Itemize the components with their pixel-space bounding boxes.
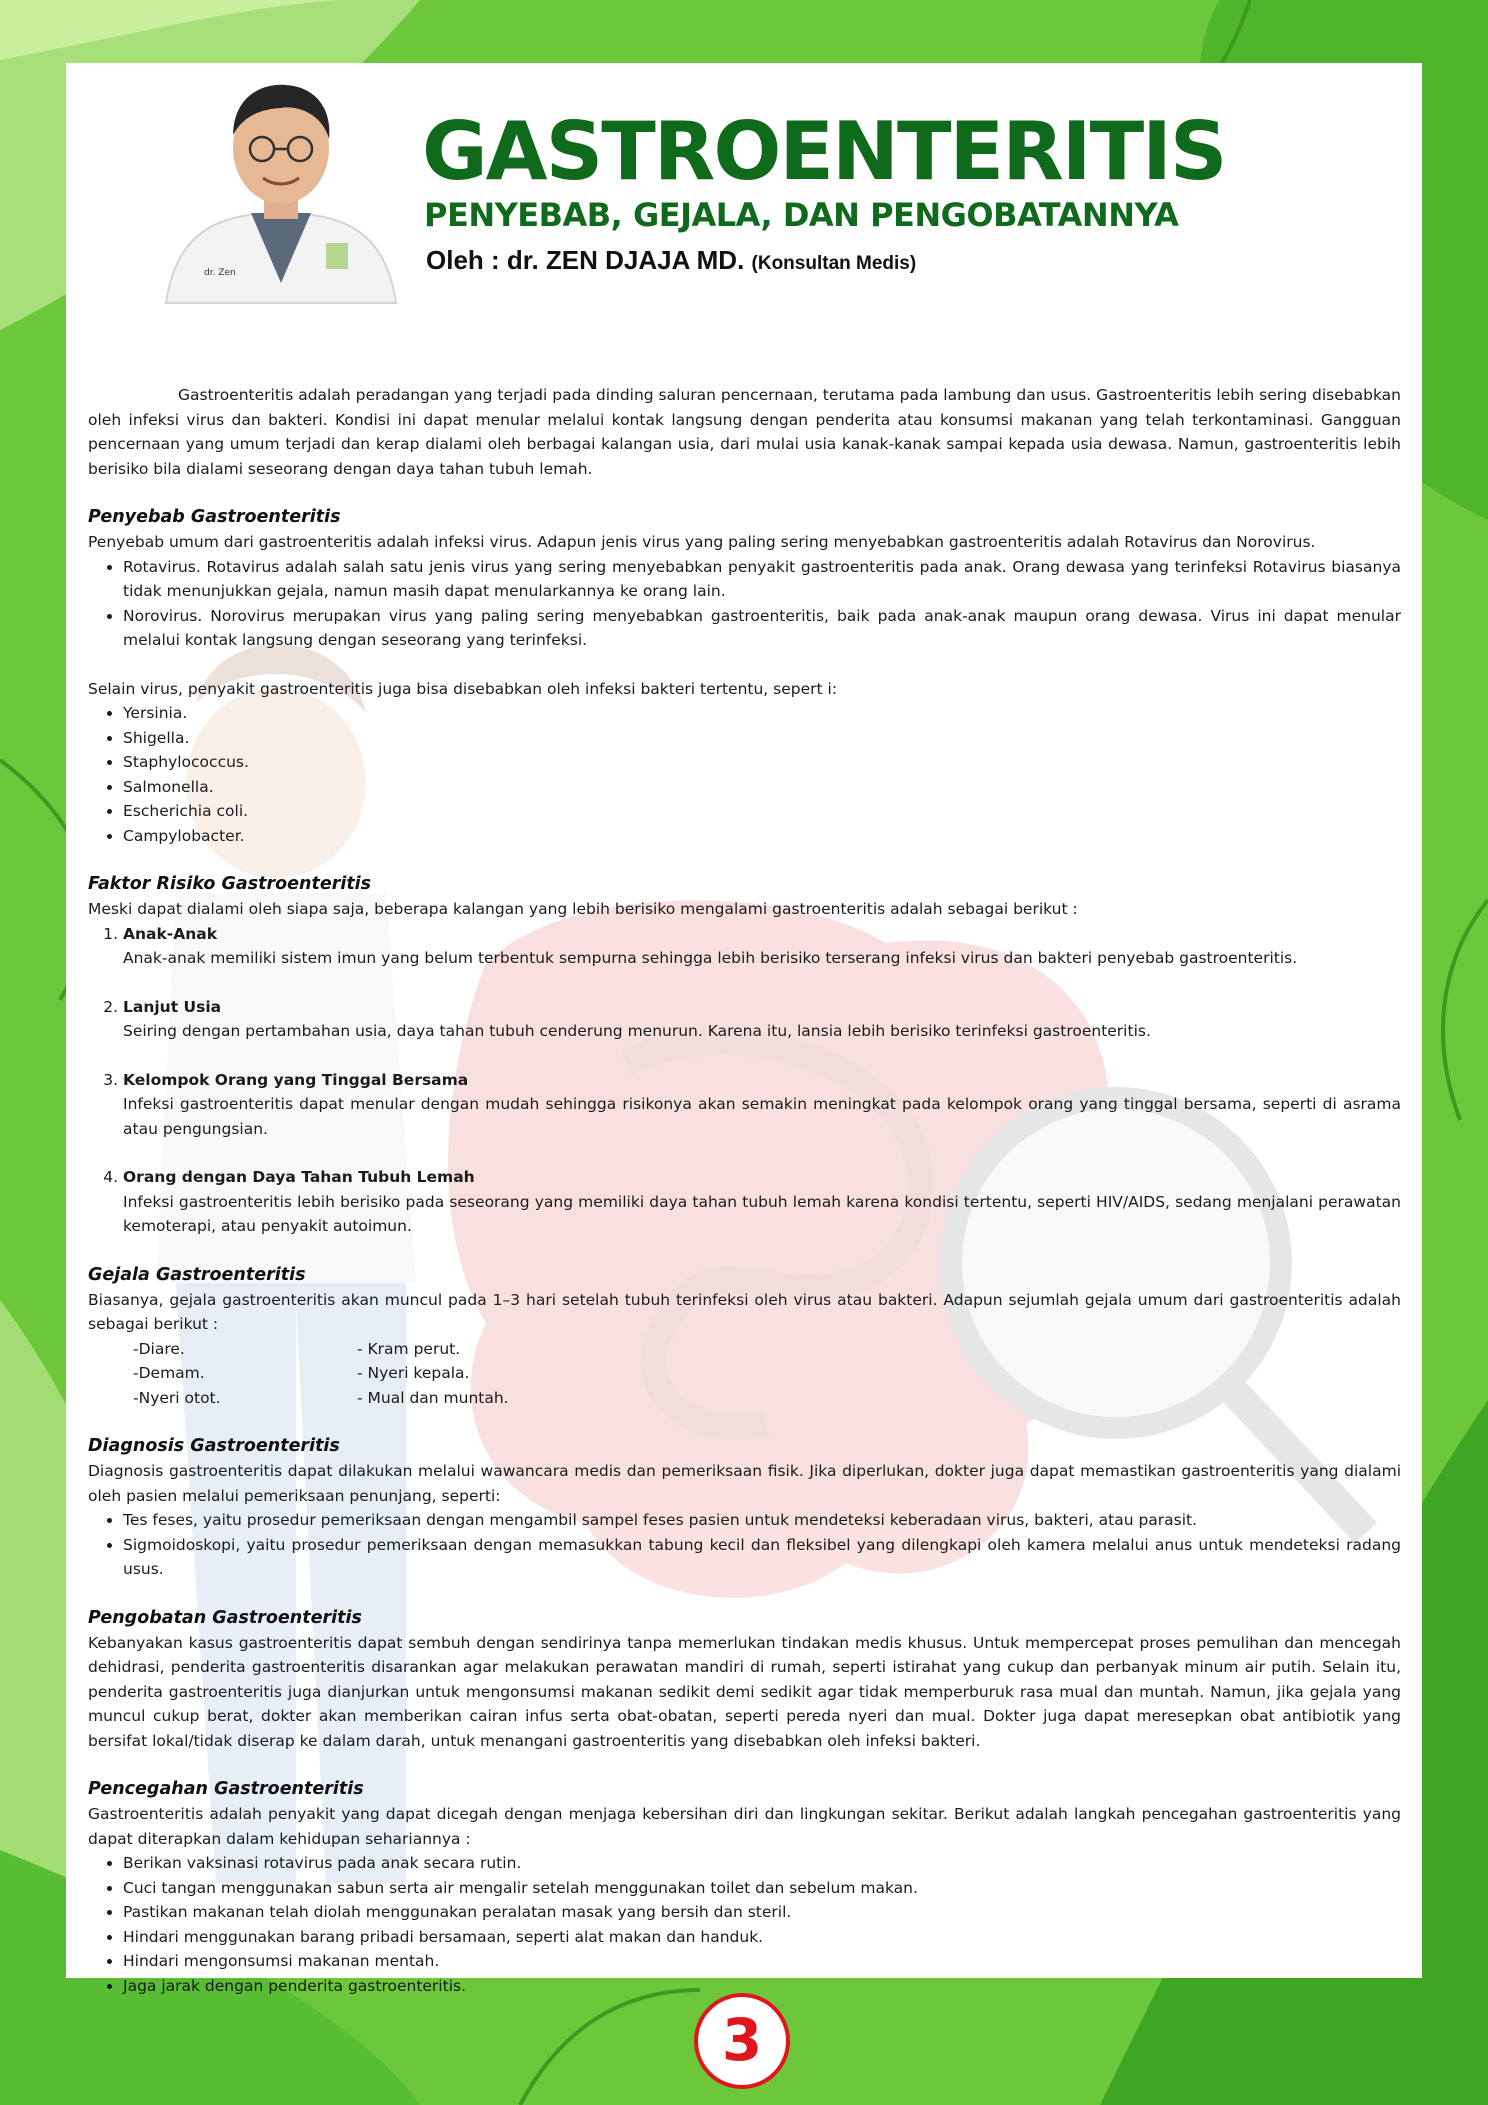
list-item: • Norovirus. Norovirus merupakan virus yang paling sering menyebabkan gastroenteritis, baik pada anak-anak maupun orang dewasa. Virus ini dapat menular melalui kontak langsung dengan seseorang yang terinfeksi. [123,604,1401,653]
heading-gejala: Gejala Gastroenteritis [88,1264,306,1285]
list-item: • Cuci tangan menggunakan sabun serta air mengalir setelah menggunakan toilet dan sebelum makan. [123,1876,1401,1901]
symptom-item: -Demam. [133,1364,205,1382]
author-role: (Konsultan Medis) [751,253,917,274]
heading-pengobatan: Pengobatan Gastroenteritis [88,1607,362,1628]
risk-title: 2. Lanjut Usia [123,997,222,1016]
list-item: • Sigmoidoskopi, yaitu prosedur pemeriksaan dengan memasukkan tabung kecil dan fleksibel yang dilengkapi oleh kamera melalui anus untuk mendeteksi radang usus. [123,1533,1401,1582]
risk-list [88,922,1401,1239]
list-item: • Rotavirus. Rotavirus adalah salah satu jenis virus yang sering menyebabkan penyakit gastroenteritis pada anak. Orang dewasa yang terinfeksi Rotavirus biasanya tidak menunjukkan gejala, namun masih dapat menularkannya ke orang lain. [123,555,1401,604]
page-title: GASTROENTERITIS [422,105,1226,198]
list-item [123,922,1401,971]
author-line [426,245,916,279]
risk-title: 1. Anak-Anak [123,924,218,943]
pengobatan-text: Kebanyakan kasus gastroenteritis dapat sembuh dengan sendirinya tanpa memerlukan tindakan medis khusus. Untuk mempercepat proses pemulihan dan mencegah dehidrasi, penderita gastroenteritis disarankan agar melakukan perawatan mandiri di rumah, seperti istirahat yang cukup dan perbanyak minum air putih. Selain itu, penderita gastroenteritis juga dianjurkan untuk mengonsumsi makanan sedikit demi sedikit agar tidak memperburuk rasa mual dan muntah. Namun, jika gejala yang muncul cukup berat, dokter akan memberikan cairan infus serta obat-obatan, seperti pereda nyeri dan mual. Dokter juga dapat meresepkan obat antibiotik yang bersifat lokal/tidak diserap ke dalam darah, untuk menangani gastroenteritis yang disebabkan oleh infeksi bakteri. [88,1633,1401,1750]
list-item: • Yersinia. [123,701,1401,726]
symptom-item: - Kram perut. [357,1339,461,1358]
diagnosis-list [88,1508,1401,1582]
list-item: • Escherichia coli. [123,799,1401,824]
portrait-coat-text: dr. Zen [204,268,236,278]
penyebab-lead: Penyebab umum dari gastroenteritis adalah infeksi virus. Adapun jenis virus yang paling sering menyebabkan gastroenteritis adalah Rotavirus dan Norovirus. [88,533,1316,551]
doctor-portrait [156,53,406,303]
list-item: • Salmonella. [123,775,1401,800]
risk-desc: Infeksi gastroenteritis lebih berisiko pada seseorang yang memiliki daya tahan tubuh lemah karena kondisi tertentu, seperti HIV/AIDS, sedang menjalani perawatan kemoterapi, atau penyakit autoimun. [123,1192,1401,1235]
intro-paragraph: Gastroenteritis adalah peradangan yang terjadi pada dinding saluran pencernaan, terutama pada lambung dan usus. Gastroenteritis lebih sering disebabkan oleh infeksi virus dan bakteri. Kondisi ini dapat menular melalui kontak langsung dengan penderita atau konsumsi makanan yang telah terkontaminasi. Gangguan pencernaan yang umum terjadi dan kerap dialami oleh berbagai kalangan usia, dari mulai usia kanak-kanak sampai kepada usia dewasa. Namun, gastroenteritis lebih berisiko bila dialami seseorang dengan daya tahan tubuh lemah. [88,386,1401,478]
list-item [123,1165,1401,1239]
list-item: • Hindari menggunakan barang pribadi bersamaan, seperti alat makan dan handuk. [123,1925,1401,1950]
prevention-list [88,1851,1401,1998]
list-item: • Pastikan makanan telah diolah menggunakan peralatan masak yang bersih dan steril. [123,1900,1401,1925]
symptom-item: - Mual dan muntah. [357,1388,509,1407]
list-item: • Staphylococcus. [123,750,1401,775]
content-column [88,63,1401,1998]
author-name: Oleh : dr. ZEN DJAJA MD. [426,245,745,275]
risk-desc: Anak-anak memiliki sistem imun yang belum terbentuk sempurna sehingga lebih berisiko terserang infeksi virus dan bakteri penyebab gastroenteritis. [123,949,1298,967]
list-item: • Campylobacter. [123,824,1401,849]
page-number: 3 [721,2006,763,2074]
risk-title: 3. Kelompok Orang yang Tinggal Bersama [123,1070,469,1089]
section-pengobatan [88,1606,1401,1754]
heading-pencegahan: Pencegahan Gastroenteritis [88,1779,364,1799]
page-subtitle: PENYEBAB, GEJALA, DAN PENGOBATANNYA [424,196,1179,234]
risk-desc: Infeksi gastroenteritis dapat menular dengan mudah sehingga risikonya akan semakin meningkat pada kelompok orang yang tinggal bersama, seperti di asrama atau pengungsian. [123,1095,1401,1138]
bacteria-list [88,701,1401,848]
heading-diagnosis: Diagnosis Gastroenteritis [88,1436,340,1456]
section-pencegahan [88,1777,1401,1998]
bacteria-lead: Selain virus, penyakit gastroenteritis juga bisa disebabkan oleh infeksi bakteri tertentu, sepert i: [88,679,838,698]
list-item: • Jaga jarak dengan penderita gastroenteritis. [123,1974,1401,1999]
section-diagnosis [88,1434,1401,1582]
heading-faktor-risiko: Faktor Risiko Gastroenteritis [88,874,372,894]
section-faktor-risiko [88,872,1401,1239]
symptom-item: -Nyeri otot. [133,1388,221,1407]
list-item: • Berikan vaksinasi rotavirus pada anak secara rutin. [123,1851,1401,1876]
faktor-lead: Meski dapat dialami oleh siapa saja, beberapa kalangan yang lebih berisiko mengalami gastroenteritis adalah sebagai berikut : [88,900,1078,918]
list-item [123,995,1401,1044]
section-gejala [88,1263,1401,1411]
gejala-lead: Biasanya, gejala gastroenteritis akan muncul pada 1–3 hari setelah tubuh terinfeksi oleh virus atau bakteri. Adapun sejumlah gejala umum dari gastroenteritis adalah sebagai berikut : [88,1290,1401,1333]
virus-list [88,555,1401,653]
diagnosis-lead: Diagnosis gastroenteritis dapat dilakukan melalui wawancara medis dan pemeriksaan fisik. Jika diperlukan, dokter juga dapat memastikan gastroenteritis yang dialami oleh pasien melalui pemeriksaan penunjang, seperti: [88,1462,1401,1505]
page-sheet [66,63,1422,1995]
symptom-grid [133,1337,1401,1411]
symptom-item: - Nyeri kepala. [357,1364,470,1382]
symptom-item: -Diare. [133,1339,185,1358]
risk-desc: Seiring dengan pertambahan usia, daya tahan tubuh cenderung menurun. Karena itu, lansia lebih berisiko terinfeksi gastroenteritis. [123,1022,1151,1040]
list-item [123,1068,1401,1142]
list-item: • Shigella. [123,726,1401,751]
page-number-badge [693,1992,791,2090]
section-penyebab [88,505,1401,848]
list-item: • Tes feses, yaitu prosedur pemeriksaan dengan mengambil sampel feses pasien untuk mendeteksi keberadaan virus, bakteri, atau parasit. [123,1508,1401,1533]
header [88,63,1401,313]
heading-penyebab: Penyebab Gastroenteritis [88,507,341,527]
risk-title: 4. Orang dengan Daya Tahan Tubuh Lemah [123,1168,475,1186]
pencegahan-lead: Gastroenteritis adalah penyakit yang dapat dicegah dengan menjaga kebersihan diri dan lingkungan sekitar. Berikut adalah langkah pencegahan gastroenteritis yang dapat diterapkan dalam kehidupan sehariannya : [88,1805,1401,1848]
list-item: • Hindari mengonsumsi makanan mentah. [123,1949,1401,1974]
